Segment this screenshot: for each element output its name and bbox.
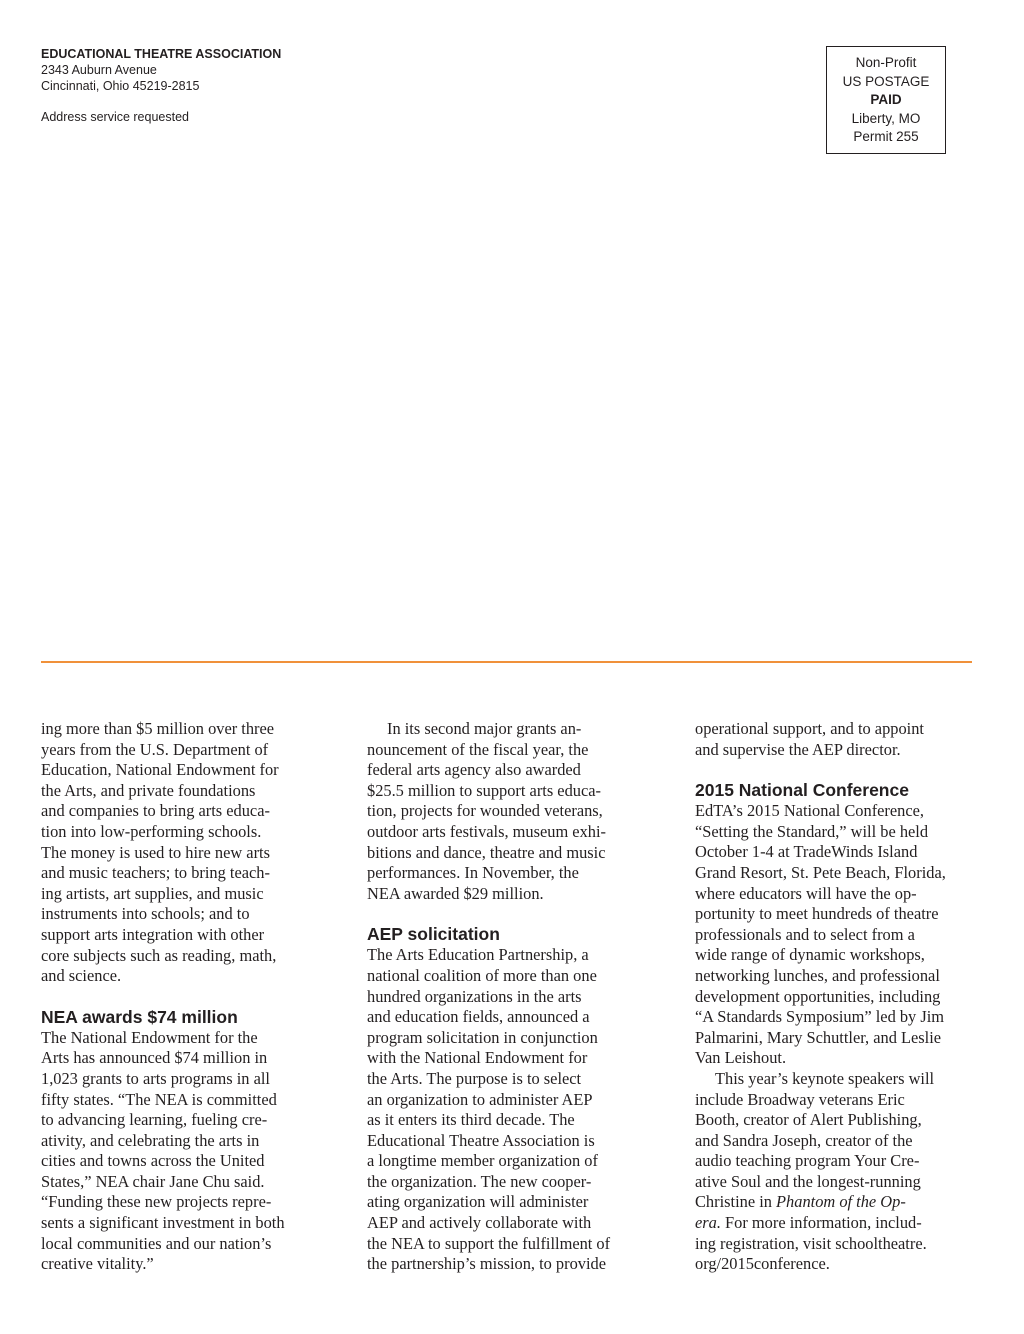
text-line: EdTA’s 2015 National Conference,	[695, 801, 925, 821]
text-line: and music teachers; to bring teach-	[41, 863, 270, 883]
text-line: a longtime member organization of	[367, 1151, 598, 1171]
text-line: outdoor arts festivals, museum exhi-	[367, 821, 606, 841]
orange-divider-rule	[41, 661, 972, 663]
text-line: NEA awarded $29 million.	[367, 883, 544, 903]
text-line: hundred organizations in the arts	[367, 986, 582, 1006]
text-line: The money is used to hire new arts	[41, 842, 270, 862]
body-paragraph	[695, 719, 985, 760]
postage-line-permit: Permit 255	[853, 129, 919, 144]
text-line: In its second major grants an-	[387, 719, 582, 738]
article-column-1	[41, 719, 331, 1275]
text-line: audio teaching program Your Cre-	[695, 1151, 920, 1171]
text-line: cities and towns across the United	[41, 1151, 265, 1171]
text-line: years from the U.S. Department of	[41, 739, 269, 759]
text-line: portunity to meet hundreds of theatre	[695, 904, 939, 924]
text-line: 1,023 grants to arts programs in all	[41, 1068, 270, 1088]
article-column-3	[695, 719, 985, 1275]
text-line: include Broadway veterans Eric	[695, 1089, 905, 1109]
text-line: national coalition of more than one	[367, 965, 597, 985]
postage-line-nonprofit: Non-Profit	[855, 55, 917, 70]
text-line: Christine in Phantom of the Op-	[695, 1192, 906, 1212]
text-line: ing artists, art supplies, and music	[41, 883, 264, 903]
street-address: 2343 Auburn Avenue	[41, 63, 157, 77]
text-line: era. For more information, includ-	[695, 1213, 922, 1233]
text-line: operational support, and to appoint	[695, 719, 924, 738]
text-line: and education fields, announced a	[367, 1007, 590, 1027]
text-line: and science.	[41, 966, 122, 986]
text-line: creative vitality.”	[41, 1254, 154, 1274]
text-line: where educators will have the op-	[695, 883, 917, 903]
text-line: fifty states. “The NEA is committed	[41, 1089, 277, 1109]
text-line: Arts has announced $74 million in	[41, 1048, 268, 1068]
text-line: bitions and dance, theatre and music	[367, 842, 606, 862]
text-line: Van Leishout.	[695, 1048, 787, 1068]
text-line: October 1-4 at TradeWinds Island	[695, 842, 918, 862]
text-line: tion into low-performing schools.	[41, 821, 262, 841]
text-line: ing more than $5 million over three	[41, 719, 275, 738]
postage-line-paid: PAID	[870, 92, 902, 107]
body-paragraph	[695, 801, 985, 1069]
text-line: wide range of dynamic workshops,	[695, 945, 925, 965]
text-line: support arts integration with other	[41, 924, 265, 944]
text-line: development opportunities, including	[695, 986, 941, 1006]
text-line: The Arts Education Partnership, a	[367, 945, 589, 965]
text-line: nouncement of the fiscal year, the	[367, 739, 589, 759]
text-line: the partnership’s mission, to provide	[367, 1254, 607, 1274]
text-line: org/2015conference.	[695, 1254, 830, 1274]
text-line: ative Soul and the longest-running	[695, 1171, 921, 1191]
text-line: ativity, and celebrating the arts in	[41, 1130, 260, 1150]
text-line: This year’s keynote speakers will	[715, 1068, 935, 1088]
text-line: The National Endowment for the	[41, 1027, 258, 1047]
text-line: federal arts agency also awarded	[367, 760, 581, 780]
body-paragraph	[695, 1069, 985, 1275]
text-line: “Setting the Standard,” will be held	[695, 821, 929, 841]
body-paragraph	[367, 719, 657, 904]
text-line: States,” NEA chair Jane Chu said.	[41, 1171, 265, 1191]
text-line: program solicitation in conjunction	[367, 1027, 598, 1047]
text-line: an organization to administer AEP	[367, 1089, 593, 1109]
text-line: Educational Theatre Association is	[367, 1130, 595, 1150]
text-line: Grand Resort, St. Pete Beach, Florida,	[695, 862, 946, 882]
text-line: ating organization will administer	[367, 1192, 589, 1212]
text-line: and supervise the AEP director.	[695, 739, 901, 759]
text-line: tion, projects for wounded veterans,	[367, 801, 603, 821]
text-line: Palmarini, Mary Schuttler, and Leslie	[695, 1027, 942, 1047]
text-line: ing registration, visit schooltheatre.	[695, 1233, 927, 1253]
text-line: and companies to bring arts educa-	[41, 801, 270, 821]
text-line: $25.5 million to support arts educa-	[367, 780, 601, 800]
text-line: the organization. The new cooper-	[367, 1171, 592, 1191]
text-line: local communities and our nation’s	[41, 1233, 272, 1253]
text-line: the NEA to support the fulfillment of	[367, 1233, 611, 1253]
text-line: AEP and actively collaborate with	[367, 1213, 592, 1233]
text-line: sents a significant investment in both	[41, 1213, 285, 1233]
text-line: performances. In November, the	[367, 863, 579, 883]
text-line: “Funding these new projects repre-	[41, 1192, 272, 1212]
article-column-2	[367, 719, 657, 1275]
postage-line-us-postage: US POSTAGE	[842, 73, 930, 89]
postage-indicia	[826, 46, 946, 154]
body-paragraph	[367, 945, 657, 1275]
text-line: and Sandra Joseph, creator of the	[695, 1130, 913, 1150]
text-line: core subjects such as reading, math,	[41, 945, 277, 965]
text-line: the Arts, and private foundations	[41, 780, 256, 800]
postage-line-city: Liberty, MO	[851, 110, 921, 126]
text-line: “A Standards Symposium” led by Jim	[695, 1007, 945, 1027]
body-paragraph	[41, 719, 331, 987]
section-heading: 2015 National Conference	[695, 780, 909, 801]
text-line: with the National Endowment for	[367, 1048, 588, 1068]
text-line: networking lunches, and professional	[695, 965, 940, 985]
text-line: to advancing learning, fueling cre-	[41, 1110, 268, 1130]
text-line: instruments into schools; and to	[41, 904, 250, 924]
text-line: as it enters its third decade. The	[367, 1110, 575, 1130]
return-address	[41, 46, 281, 125]
section-heading: AEP solicitation	[367, 924, 500, 945]
city-state-zip: Cincinnati, Ohio 45219-2815	[41, 79, 200, 93]
text-line: the Arts. The purpose is to select	[367, 1068, 582, 1088]
text-line: Education, National Endowment for	[41, 760, 279, 780]
body-paragraph	[41, 1028, 331, 1275]
organization-name: EDUCATIONAL THEATRE ASSOCIATION	[41, 47, 282, 61]
section-heading: NEA awards $74 million	[41, 1006, 238, 1027]
text-line: professionals and to select from a	[695, 924, 915, 944]
text-line: Booth, creator of Alert Publishing,	[695, 1110, 922, 1130]
address-service-note: Address service requested	[41, 110, 189, 124]
